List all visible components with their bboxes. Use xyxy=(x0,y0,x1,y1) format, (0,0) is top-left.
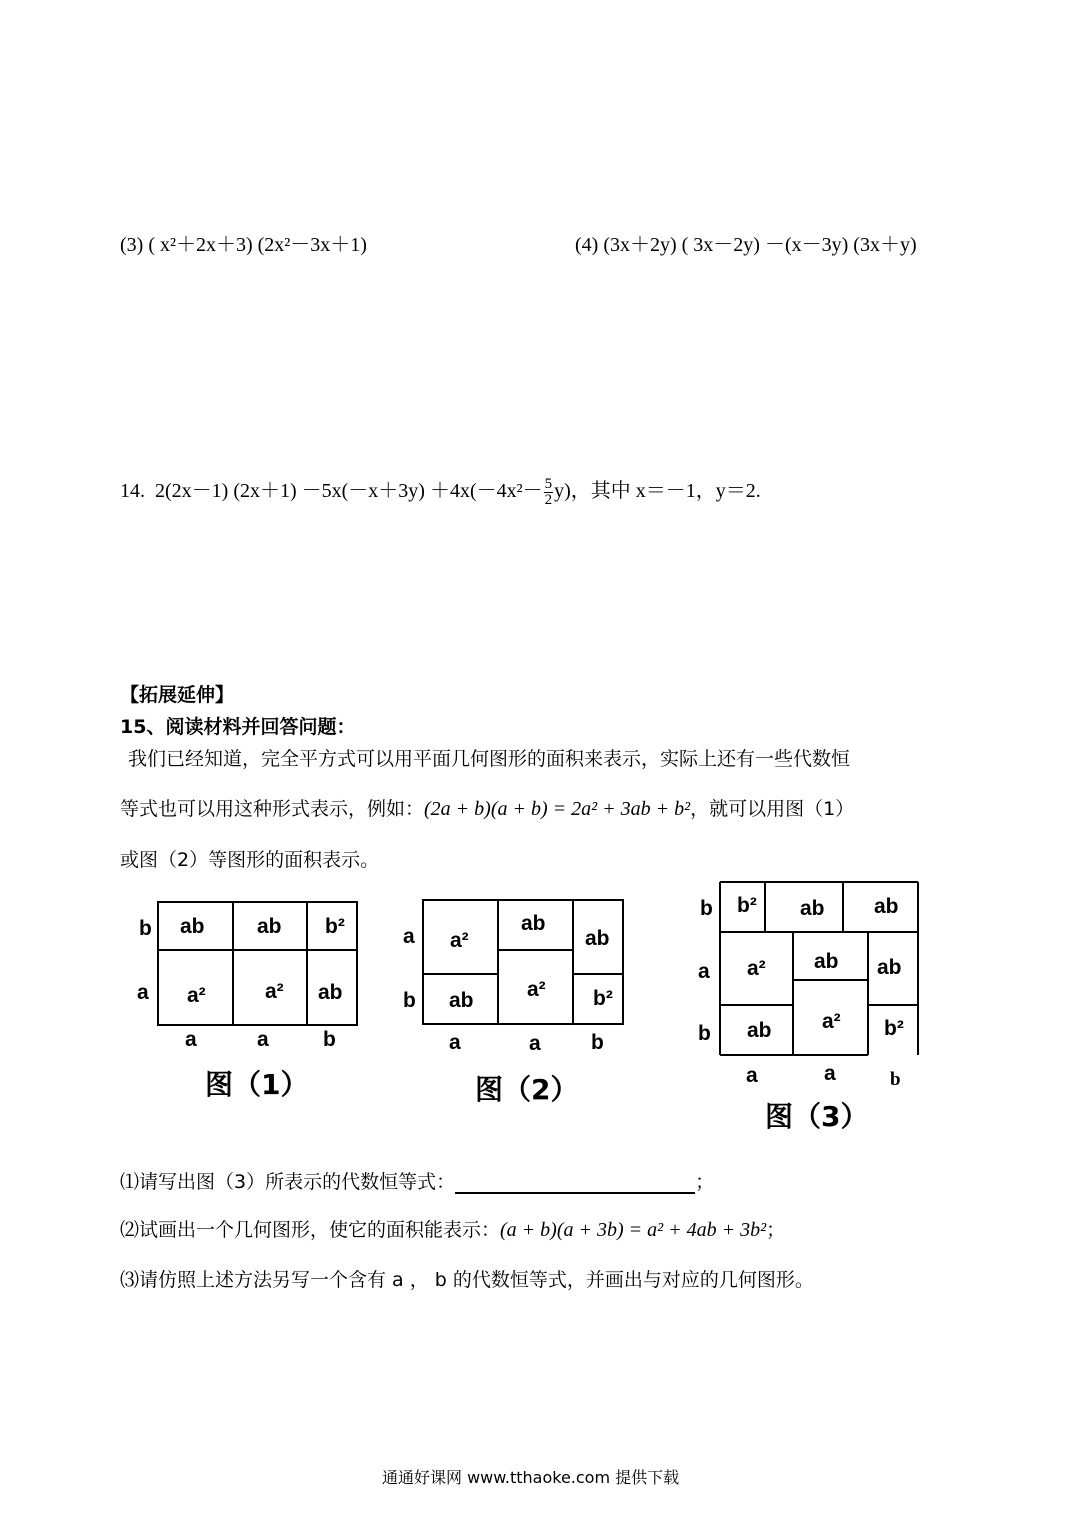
example-identity: (2a + b)(a + b) = 2a² + 3ab + b² xyxy=(424,798,691,820)
figure-2-caption: 图（2） xyxy=(475,1073,579,1106)
question-1-text: ⑴请写出图（3）所表示的代数恒等式： xyxy=(120,1171,456,1193)
figure-1-cell-ab-3: ab xyxy=(318,981,343,1004)
problem-14-number: 14. xyxy=(120,480,145,502)
question-2-text: ⑵试画出一个几何图形，使它的面积能表示： xyxy=(120,1219,501,1241)
figure-3-cell-ab-2: ab xyxy=(874,895,899,918)
figure-3-cell-b-squared-2: b² xyxy=(884,1017,904,1040)
figure-2-cell-b-squared: b² xyxy=(593,987,613,1010)
section-heading: 【拓展延伸】 xyxy=(120,684,235,706)
figure-2-bottom-label-a-1: a xyxy=(449,1031,461,1054)
figure-3-cell-a-squared-1: a² xyxy=(747,957,766,980)
fraction-5-over-2 xyxy=(544,477,554,508)
figure-3-cell-a-squared-2: a² xyxy=(822,1010,841,1033)
figure-1-diagram xyxy=(125,895,375,1055)
figure-3-side-label-b-1: b xyxy=(700,897,713,920)
paragraph-line-2 xyxy=(120,794,854,821)
question-1-end: ； xyxy=(695,1171,715,1193)
question-2-end: ； xyxy=(766,1219,786,1241)
question-2 xyxy=(120,1215,785,1242)
question-3: ⑶请仿照上述方法另写一个含有 a ， b 的代数恒等式，并画出与对应的几何图形。 xyxy=(120,1269,814,1291)
figure-1-cell-a-squared-1: a² xyxy=(187,984,206,1007)
figure-3-cell-ab-5: ab xyxy=(747,1019,772,1042)
figure-3-side-label-b-2: b xyxy=(698,1022,711,1045)
figure-1-cell-ab-1: ab xyxy=(180,915,205,938)
figure-1-bottom-label-a-2: a xyxy=(257,1028,269,1051)
figure-2-diagram xyxy=(395,895,635,1060)
problem-14-expr-a: 2(2x－1) (2x＋1) －5x(－x＋3y) ＋4x(－4x²－ xyxy=(155,480,543,502)
figure-2-cell-a-squared-2: a² xyxy=(527,978,546,1001)
figure-1-bottom-label-a-1: a xyxy=(185,1028,197,1051)
paragraph-line-3: 或图（2）等图形的面积表示。 xyxy=(120,849,380,871)
question-15-title: 15、阅读材料并回答问题： xyxy=(120,716,356,738)
fraction-numerator: 5 xyxy=(544,475,553,492)
figure-3-cell-b-squared-1: b² xyxy=(737,894,757,917)
fraction-denominator: 2 xyxy=(544,491,553,508)
figure-1-cell-a-squared-2: a² xyxy=(265,980,284,1003)
figure-2-bottom-label-b: b xyxy=(591,1031,604,1054)
problem-14 xyxy=(120,474,761,508)
figure-2-side-label-b: b xyxy=(403,989,416,1012)
figure-2-cell-a-squared-1: a² xyxy=(450,929,469,952)
figure-3-cell-ab-3: ab xyxy=(814,950,839,973)
paragraph-line-2-end: ，就可以用图（1） xyxy=(690,798,855,820)
figure-3-bottom-label-b: b xyxy=(890,1069,901,1090)
figure-1-side-label-a: a xyxy=(137,981,149,1004)
figure-3-cell-ab-4: ab xyxy=(877,956,902,979)
figure-3-side-label-a: a xyxy=(698,960,710,983)
figure-2-cell-ab-2: ab xyxy=(585,927,610,950)
question-2-identity: (a + b)(a + 3b) = a² + 4ab + 3b² xyxy=(500,1219,767,1241)
problem-4: (4) (3x＋2y) ( 3x－2y) －(x－3y) (3x＋y) xyxy=(575,234,917,256)
figure-1-cell-b-squared: b² xyxy=(325,915,345,938)
figure-2-cell-ab-1: ab xyxy=(521,912,546,935)
footer-text: 通通好课网 www.tthaoke.com 提供下载 xyxy=(382,1468,680,1487)
figure-3-diagram xyxy=(690,875,930,1095)
figure-1-cell-ab-2: ab xyxy=(257,915,282,938)
figure-2-bottom-label-a-2: a xyxy=(529,1032,541,1055)
problem-14-expr-b: y)，其中 x＝－1，y＝2. xyxy=(554,480,761,502)
figure-1-caption: 图（1） xyxy=(205,1068,309,1101)
figure-2-side-label-a: a xyxy=(403,925,415,948)
figure-3-caption: 图（3） xyxy=(765,1100,869,1133)
paragraph-line-1: 我们已经知道，完全平方式可以用平面几何图形的面积来表示，实际上还有一些代数恒 xyxy=(128,748,851,770)
figure-3-bottom-label-a-2: a xyxy=(824,1062,836,1085)
question-1 xyxy=(120,1167,714,1194)
figure-3-bottom-label-a-1: a xyxy=(746,1064,758,1087)
problem-3: (3) ( x²＋2x＋3) (2x²－3x＋1) xyxy=(120,234,367,256)
answer-blank[interactable] xyxy=(455,1170,695,1194)
paragraph-line-2-text: 等式也可以用这种形式表示，例如： xyxy=(120,798,425,820)
figure-1-bottom-label-b: b xyxy=(323,1028,336,1051)
figure-2-cell-ab-3: ab xyxy=(449,989,474,1012)
figure-3-cell-ab-1: ab xyxy=(800,897,825,920)
figure-1-side-label-b: b xyxy=(139,917,152,940)
